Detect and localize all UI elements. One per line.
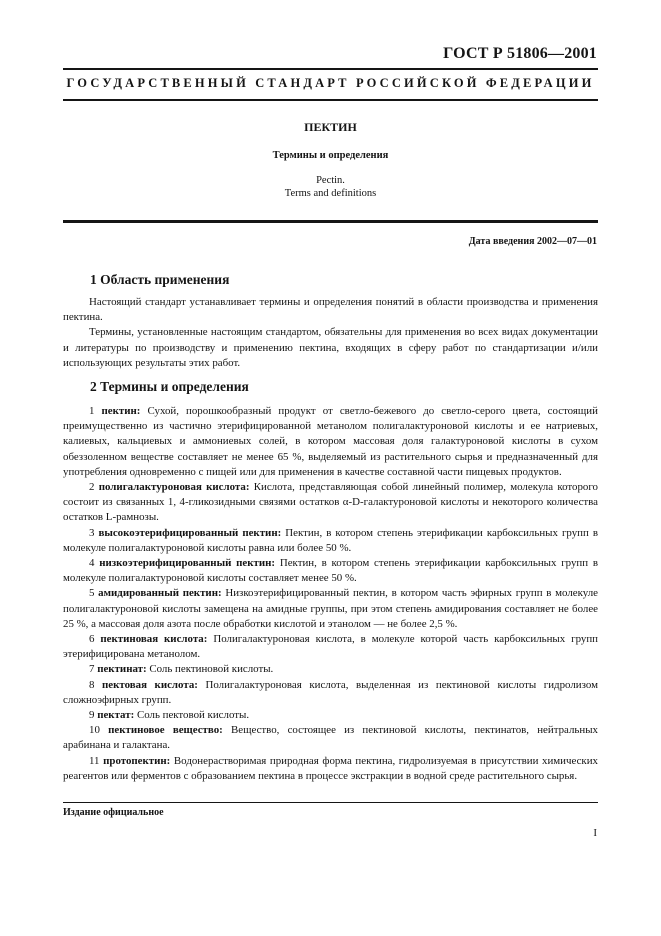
term-definition: Пектин, в котором степень этерификации карбоксильных групп в молекуле полигалактуроновой кислоты составляет менее 50 %. [63, 557, 598, 585]
term-name: низкоэтерифицированный пектин: [99, 557, 276, 570]
document-title: ПЕКТИН [304, 120, 357, 134]
term-entry-1 [63, 404, 598, 480]
term-number: 2 [89, 481, 95, 494]
term-entry-4 [63, 556, 598, 586]
footer-rule [63, 802, 598, 803]
section-1-heading: 1 Область применения [90, 272, 230, 287]
term-definition: Соль пектовой кислоты. [136, 709, 250, 722]
term-definition: Полигалактуроновая кислота, выделенная из пектиновой кислоты гидролизом сложноэфирных групп. [63, 678, 598, 706]
term-name: протопектин: [103, 754, 171, 767]
term-number: 9 [89, 709, 95, 722]
term-entry-9 [63, 708, 598, 723]
term-number: 6 [89, 633, 95, 646]
term-number: 3 [89, 526, 95, 539]
term-name: пектиновая кислота: [100, 633, 208, 646]
term-name: амидированный пектин: [98, 587, 222, 600]
official-edition-label: Издание официальное [63, 807, 164, 818]
header-rule-bottom [63, 99, 598, 101]
english-title-line1: Pectin. [316, 175, 345, 186]
section-1-paragraph-1: Настоящий стандарт устанавливает термины и определения понятий в области производства и применения пектина. [63, 296, 598, 324]
term-name: пектат: [97, 709, 135, 722]
term-entry-3 [63, 526, 598, 556]
standard-name: ГОСУДАРСТВЕННЫЙ СТАНДАРТ РОССИЙСКОЙ ФЕДЕРАЦИИ [66, 76, 595, 90]
term-name: пектинат: [97, 663, 147, 676]
term-name: пектовая кислота: [102, 678, 198, 691]
term-number: 1 [89, 405, 95, 417]
term-name: пектин: [101, 405, 141, 417]
term-definition: Соль пектиновой кислоты. [149, 663, 274, 676]
term-number: 11 [89, 754, 100, 767]
term-definition: Водонерастворимая природная форма пектина, гидролизуемая в присутствии химических реагентов или ферментов с образованием пектина в процессе экстракции в водной среде растительного сырья. [63, 754, 598, 782]
term-definition: Полигалактуроновая кислота, в молекуле которой часть карбоксильных групп этерифицирована метанолом. [63, 633, 599, 661]
term-number: 7 [89, 663, 95, 676]
header-rule-top [63, 68, 598, 70]
term-number: 5 [89, 587, 95, 600]
term-name: пектиновое вещество: [108, 724, 223, 737]
title-rule [63, 220, 598, 223]
term-entry-7 [63, 662, 598, 677]
term-number: 10 [89, 724, 100, 737]
english-title-line2: Terms and definitions [284, 188, 377, 199]
term-entry-10 [63, 723, 598, 753]
term-definition: Кислота, представляющая собой линейный полимер, молекула которого состоит из связанных 1, 4-гликозидными связями остатков α-D-галактуроновой кислоты и некоторого количества остатков L-рамнозы. [63, 481, 598, 524]
page-number: I [593, 827, 597, 839]
term-definition: Вещество, состоящее из пектиновой кислоты, пектинатов, нейтральных арабинана и галактана. [63, 724, 598, 752]
document-subtitle: Термины и определения [272, 150, 389, 161]
term-definition: Низкоэтерифицированный пектин, в котором часть эфирных групп в молекуле полигалактуроновой кислоты замещена на амидные группы, при этом степень амидирования составляет не более 25 %, а массовая доля азота после обработки кислотой и этанолом — не более 2,5 %. [63, 587, 598, 630]
section-2-heading: 2 Термины и определения [90, 379, 249, 394]
term-entry-5 [63, 586, 598, 632]
term-entry-2 [63, 480, 598, 526]
section-1-body [63, 295, 598, 371]
term-definition: Сухой, порошкообразный продукт от светло-бежевого до светло-серого цвета, состоящий преимущественно из частично этерифицированной метанолом полигалактуроновой кислоты и ее натриевых, калиевых, кальциевых и аммониевых солей, в котором массовая доля галактуроновой кислоты в сухом обеззоленном веществе составляет не менее 65 %, выделяемый из растительного сырья и предназначенный для употребления одновременно с пищей или для применения в качестве составной части пищевых продуктов. [63, 405, 598, 478]
term-name: высокоэтерифицированный пектин: [98, 526, 282, 539]
term-entry-8 [63, 678, 598, 708]
term-number: 4 [89, 557, 95, 570]
term-entry-6 [63, 632, 598, 662]
term-number: 8 [89, 678, 95, 691]
section-1-paragraph-2: Термины, установленные настоящим стандартом, обязательны для применения во всех видах документации и литературы по производству и применению пектина, входящих в сферу работ по стандартизации и/или использующих результаты этих работ. [63, 326, 598, 369]
term-entry-11 [63, 754, 598, 784]
term-definition: Пектин, в котором степень этерификации карбоксильных групп в молекуле полигалактуроновой кислоты равна или более 50 %. [63, 526, 598, 554]
section-2-body [63, 404, 598, 784]
term-name: полигалактуроновая кислота: [98, 481, 250, 494]
english-title [63, 174, 598, 200]
document-code: ГОСТ Р 51806—2001 [443, 45, 597, 62]
intro-date: Дата введения 2002—07—01 [468, 236, 597, 247]
